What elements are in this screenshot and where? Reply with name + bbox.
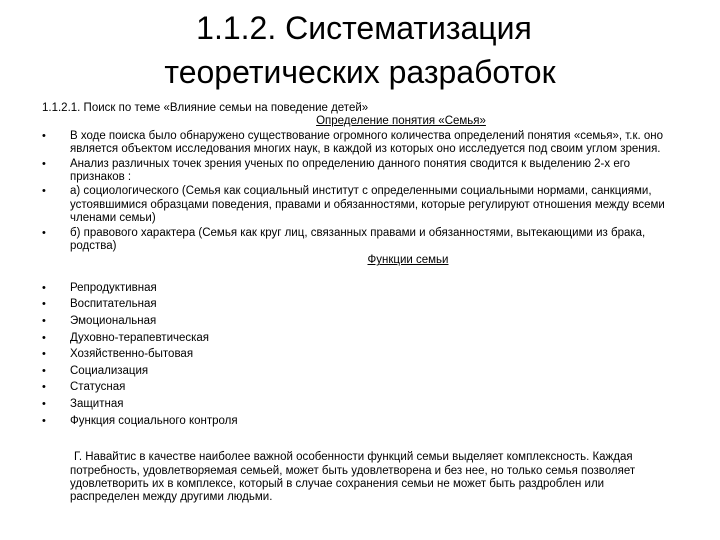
list-item [42,296,682,313]
list-item [42,227,682,254]
list-item [42,413,682,430]
list-item-text: а) социологического (Семья как социальный институт с определенными социальными нормами, санкциями, устоявшимися образцами поведения, правами и обязанностями, которые регулируют отношения между всеми членами семьи) [70,185,665,225]
bullet-icon: • [42,414,46,427]
list-item [42,185,682,225]
slide-body [42,102,682,505]
list-item-text: Эмоциональная [70,315,157,328]
list-item-text: б) правового характера (Семья как круг лиц, связанных правами и обязанностями, вытекающими из брака, родства) [70,226,646,253]
bullet-icon: • [42,398,46,411]
list-item [42,363,682,380]
list-item [42,313,682,330]
list-item [42,396,682,413]
list-item-text: Хозяйственно-бытовая [70,348,194,361]
list-item [42,280,682,297]
slide-title [0,6,720,94]
list-item-text: Воспитательная [70,298,157,311]
list-item-text: Функция социального контроля [70,414,238,427]
bullet-icon: • [42,331,46,344]
closing-paragraph-text: Г. Навайтис в качестве наиболее важной особенности функций семьи выделяет комплексность. Каждая потребность, удовлетворяемая семьей, может быть удовлетворена и без нее, но только семья позволяет удовлетворить их в комплексе, который в случае сохранения семьи не может быть раздроблен или распределен между другими людьми. [70,451,636,504]
list-item-text: Анализ различных точек зрения ученых по определению данного понятия сводится к выделению 2-х его признаков : [70,157,631,184]
list-item [42,330,682,347]
list-item-text: Социализация [70,364,149,377]
bullet-icon: • [42,185,46,198]
bullet-icon: • [42,129,46,142]
functions-list [42,280,682,429]
list-item-text: Репродуктивная [70,281,157,294]
closing-paragraph [70,451,682,505]
bullet-icon: • [42,381,46,394]
definition-list [42,130,682,254]
bullet-icon: • [42,315,46,328]
list-item [42,130,682,157]
slide-title-line-1: 1.1.2. Систематизация [196,10,532,46]
bullet-icon: • [42,298,46,311]
definition-heading: Определение понятия «Семья» [316,115,486,128]
bullet-icon: • [42,281,46,294]
list-item-text: Духовно-терапевтическая [70,331,210,344]
list-item [42,158,682,185]
list-item-text: Статусная [70,381,126,394]
list-item [42,346,682,363]
slide-title-line-2: теоретических разработок [164,54,556,90]
subsection-heading: 1.1.2.1. Поиск по теме «Влияние семьи на поведение детей» [42,102,369,114]
list-item-text: В ходе поиска было обнаружено существование огромного количества определений понятия «семья», т.к. оно является объектом исследования многих наук, в каждой из которых оно исследуется под своим углом зрения. [70,129,664,156]
bullet-icon: • [42,226,46,239]
bullet-icon: • [42,157,46,170]
bullet-icon: • [42,348,46,361]
list-item [42,379,682,396]
bullet-icon: • [42,364,46,377]
functions-heading: Функции семьи [367,254,449,267]
list-item-text: Защитная [70,398,124,411]
